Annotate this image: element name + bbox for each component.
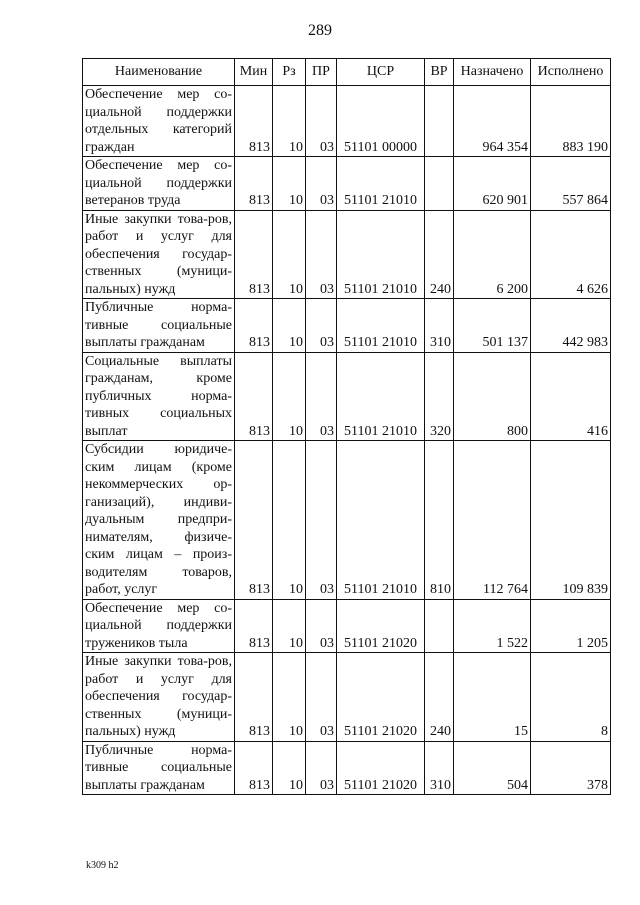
row-rz: 10 [273, 352, 306, 441]
row-rz: 10 [273, 157, 306, 211]
row-assigned: 1 522 [454, 599, 531, 653]
table-row [83, 210, 611, 299]
row-min: 813 [235, 299, 273, 353]
row-vr: 240 [425, 210, 454, 299]
row-executed: 4 626 [531, 210, 611, 299]
row-pr: 03 [306, 157, 337, 211]
row-csr: 51101 21020 [337, 741, 425, 795]
row-pr: 03 [306, 86, 337, 157]
table-row [83, 299, 611, 353]
row-rz: 10 [273, 210, 306, 299]
header-name: Наименование [83, 59, 235, 86]
row-vr: 810 [425, 441, 454, 600]
row-csr: 51101 00000 [337, 86, 425, 157]
row-name: Обеспечение мер со-циальной поддержки ветеранов труда [83, 157, 235, 211]
header-assigned: Назначено [454, 59, 531, 86]
row-vr: 320 [425, 352, 454, 441]
row-executed: 442 983 [531, 299, 611, 353]
row-csr: 51101 21010 [337, 299, 425, 353]
row-executed: 109 839 [531, 441, 611, 600]
row-min: 813 [235, 741, 273, 795]
row-name: Обеспечение мер со-циальной поддержки тружеников тыла [83, 599, 235, 653]
table-row [83, 352, 611, 441]
row-name: Иные закупки това-ров, работ и услуг для обеспечения государ-ственных (муници-пальных) нужд [83, 653, 235, 742]
row-csr: 51101 21020 [337, 653, 425, 742]
row-assigned: 504 [454, 741, 531, 795]
table-row [83, 86, 611, 157]
row-csr: 51101 21010 [337, 352, 425, 441]
row-assigned: 112 764 [454, 441, 531, 600]
header-rz: Рз [273, 59, 306, 86]
row-executed: 1 205 [531, 599, 611, 653]
row-vr: 310 [425, 741, 454, 795]
row-min: 813 [235, 86, 273, 157]
row-executed: 883 190 [531, 86, 611, 157]
row-min: 813 [235, 157, 273, 211]
table-row [83, 653, 611, 742]
row-rz: 10 [273, 86, 306, 157]
row-name: Иные закупки това-ров, работ и услуг для обеспечения государ-ственных (муници-пальных) нужд [83, 210, 235, 299]
header-min: Мин [235, 59, 273, 86]
row-pr: 03 [306, 741, 337, 795]
row-csr: 51101 21010 [337, 157, 425, 211]
row-assigned: 501 137 [454, 299, 531, 353]
row-executed: 8 [531, 653, 611, 742]
header-pr: ПР [306, 59, 337, 86]
table-row [83, 599, 611, 653]
row-csr: 51101 21010 [337, 210, 425, 299]
row-rz: 10 [273, 599, 306, 653]
row-pr: 03 [306, 653, 337, 742]
row-name: Публичные норма-тивные социальные выплаты гражданам [83, 741, 235, 795]
row-min: 813 [235, 653, 273, 742]
row-vr [425, 157, 454, 211]
table-row [83, 157, 611, 211]
row-vr [425, 86, 454, 157]
row-min: 813 [235, 352, 273, 441]
row-min: 813 [235, 441, 273, 600]
budget-table [82, 58, 611, 795]
row-assigned: 964 354 [454, 86, 531, 157]
row-executed: 416 [531, 352, 611, 441]
row-rz: 10 [273, 441, 306, 600]
table-row [83, 441, 611, 600]
row-pr: 03 [306, 352, 337, 441]
row-pr: 03 [306, 441, 337, 600]
page-number: 289 [308, 22, 332, 39]
row-executed: 557 864 [531, 157, 611, 211]
row-rz: 10 [273, 741, 306, 795]
row-vr: 310 [425, 299, 454, 353]
table-header-row [83, 59, 611, 86]
table-row [83, 741, 611, 795]
header-csr: ЦСР [337, 59, 425, 86]
row-assigned: 15 [454, 653, 531, 742]
row-name: Публичные норма-тивные социальные выплаты гражданам [83, 299, 235, 353]
footer-code: k309 h2 [86, 860, 119, 871]
row-pr: 03 [306, 599, 337, 653]
row-pr: 03 [306, 210, 337, 299]
row-pr: 03 [306, 299, 337, 353]
header-executed: Исполнено [531, 59, 611, 86]
row-min: 813 [235, 210, 273, 299]
header-vr: ВР [425, 59, 454, 86]
row-name: Субсидии юридиче-ским лицам (кроме некоммерческих ор-ганизаций), индиви-дуальным предпри-нимателям, физиче-ским лицам – произ-водителям товаров, работ, услуг [83, 441, 235, 600]
row-rz: 10 [273, 299, 306, 353]
row-csr: 51101 21020 [337, 599, 425, 653]
row-vr: 240 [425, 653, 454, 742]
row-executed: 378 [531, 741, 611, 795]
row-name: Обеспечение мер со-циальной поддержки отдельных категорий граждан [83, 86, 235, 157]
row-rz: 10 [273, 653, 306, 742]
row-vr [425, 599, 454, 653]
row-csr: 51101 21010 [337, 441, 425, 600]
row-assigned: 6 200 [454, 210, 531, 299]
row-name: Социальные выплаты гражданам, кроме публичных норма-тивных социальных выплат [83, 352, 235, 441]
row-min: 813 [235, 599, 273, 653]
row-assigned: 620 901 [454, 157, 531, 211]
row-assigned: 800 [454, 352, 531, 441]
